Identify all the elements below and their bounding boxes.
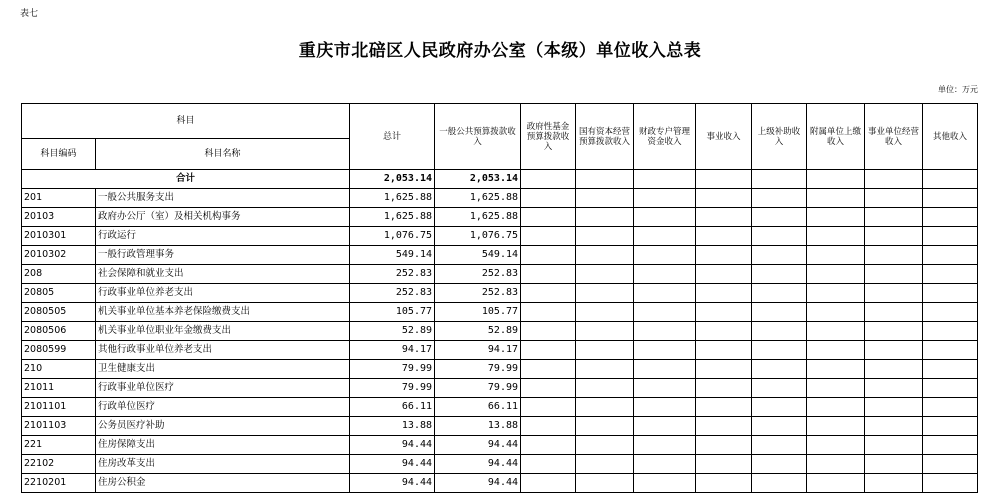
- subject-name: 住房公积金: [96, 474, 350, 493]
- subject-name: 卫生健康支出: [96, 360, 350, 379]
- empty-cell: [752, 341, 807, 360]
- row-total: 1,625.88: [350, 208, 435, 227]
- empty-cell: [752, 322, 807, 341]
- empty-cell: [752, 379, 807, 398]
- header-special-account: 财政专户管理资金收入: [634, 104, 696, 170]
- empty-cell: [923, 303, 978, 322]
- empty-cell: [923, 227, 978, 246]
- empty-cell: [521, 322, 576, 341]
- subject-name: 机关事业单位基本养老保险缴费支出: [96, 303, 350, 322]
- empty-cell: [923, 341, 978, 360]
- subject-code: 2010301: [22, 227, 96, 246]
- empty-cell: [807, 360, 865, 379]
- empty-cell: [923, 474, 978, 493]
- empty-cell: [752, 360, 807, 379]
- row-total: 549.14: [350, 246, 435, 265]
- empty-cell: [923, 417, 978, 436]
- table-row: [22, 246, 978, 265]
- empty-cell: [576, 341, 634, 360]
- empty-cell: [865, 379, 923, 398]
- empty-cell: [521, 189, 576, 208]
- empty-cell: [923, 322, 978, 341]
- row-general-budget: 94.44: [435, 474, 521, 493]
- empty-cell: [752, 170, 807, 189]
- header-operation-income: 事业单位经营收入: [865, 104, 923, 170]
- table-row: [22, 455, 978, 474]
- header-general-budget: 一般公共预算拨款收入: [435, 104, 521, 170]
- empty-cell: [807, 189, 865, 208]
- empty-cell: [696, 208, 752, 227]
- row-total: 252.83: [350, 284, 435, 303]
- table-row: [22, 474, 978, 493]
- subject-code: 2101101: [22, 398, 96, 417]
- empty-cell: [696, 303, 752, 322]
- empty-cell: [521, 379, 576, 398]
- empty-cell: [696, 322, 752, 341]
- empty-cell: [807, 341, 865, 360]
- row-total: 1,625.88: [350, 189, 435, 208]
- empty-cell: [752, 303, 807, 322]
- empty-cell: [521, 398, 576, 417]
- header-name: 科目名称: [96, 139, 350, 170]
- empty-cell: [752, 474, 807, 493]
- subject-name: 机关事业单位职业年金缴费支出: [96, 322, 350, 341]
- empty-cell: [634, 246, 696, 265]
- row-total: 66.11: [350, 398, 435, 417]
- empty-cell: [865, 436, 923, 455]
- row-general-budget: 1,625.88: [435, 189, 521, 208]
- empty-cell: [576, 398, 634, 417]
- empty-cell: [807, 265, 865, 284]
- subject-code: 20103: [22, 208, 96, 227]
- empty-cell: [521, 417, 576, 436]
- row-total: 94.44: [350, 436, 435, 455]
- row-total: 13.88: [350, 417, 435, 436]
- income-table: [21, 103, 978, 493]
- empty-cell: [576, 227, 634, 246]
- subject-name: 公务员医疗补助: [96, 417, 350, 436]
- row-general-budget: 66.11: [435, 398, 521, 417]
- empty-cell: [576, 360, 634, 379]
- empty-cell: [807, 208, 865, 227]
- empty-cell: [634, 360, 696, 379]
- header-superior-subsidy: 上级补助收入: [752, 104, 807, 170]
- empty-cell: [865, 398, 923, 417]
- empty-cell: [576, 208, 634, 227]
- unit-label: 单位：万元: [938, 85, 978, 94]
- empty-cell: [634, 284, 696, 303]
- row-total: 94.44: [350, 474, 435, 493]
- subject-code: 22102: [22, 455, 96, 474]
- empty-cell: [576, 265, 634, 284]
- empty-cell: [923, 455, 978, 474]
- empty-cell: [865, 474, 923, 493]
- subject-code: 20805: [22, 284, 96, 303]
- subject-name: 政府办公厅（室）及相关机构事务: [96, 208, 350, 227]
- subject-code: 2080599: [22, 341, 96, 360]
- row-total: 79.99: [350, 379, 435, 398]
- subject-code: 2210201: [22, 474, 96, 493]
- empty-cell: [807, 227, 865, 246]
- empty-cell: [923, 208, 978, 227]
- row-general-budget: 105.77: [435, 303, 521, 322]
- empty-cell: [576, 170, 634, 189]
- empty-cell: [521, 303, 576, 322]
- empty-cell: [521, 170, 576, 189]
- table-row: [22, 208, 978, 227]
- empty-cell: [752, 189, 807, 208]
- empty-cell: [576, 189, 634, 208]
- empty-cell: [576, 322, 634, 341]
- empty-cell: [807, 474, 865, 493]
- empty-cell: [923, 170, 978, 189]
- empty-cell: [696, 227, 752, 246]
- empty-cell: [865, 284, 923, 303]
- row-total: 1,076.75: [350, 227, 435, 246]
- page-title: 重庆市北碚区人民政府办公室（本级）单位收入总表: [298, 41, 702, 61]
- row-total: 94.17: [350, 341, 435, 360]
- table-row: [22, 322, 978, 341]
- empty-cell: [576, 417, 634, 436]
- total-sum: 2,053.14: [350, 170, 435, 189]
- empty-cell: [634, 398, 696, 417]
- row-general-budget: 52.89: [435, 322, 521, 341]
- subject-code: 2080506: [22, 322, 96, 341]
- empty-cell: [696, 417, 752, 436]
- empty-cell: [752, 246, 807, 265]
- subject-name: 住房改革支出: [96, 455, 350, 474]
- empty-cell: [752, 265, 807, 284]
- empty-cell: [634, 170, 696, 189]
- subject-code: 2080505: [22, 303, 96, 322]
- empty-cell: [807, 436, 865, 455]
- subject-name: 一般行政管理事务: [96, 246, 350, 265]
- empty-cell: [807, 284, 865, 303]
- subject-code: 2010302: [22, 246, 96, 265]
- empty-cell: [807, 398, 865, 417]
- subject-name: 行政单位医疗: [96, 398, 350, 417]
- empty-cell: [865, 189, 923, 208]
- empty-cell: [634, 189, 696, 208]
- empty-cell: [752, 436, 807, 455]
- empty-cell: [576, 303, 634, 322]
- subject-code: 2101103: [22, 417, 96, 436]
- row-general-budget: 94.44: [435, 455, 521, 474]
- empty-cell: [865, 170, 923, 189]
- empty-cell: [696, 341, 752, 360]
- header-affiliate-income: 附属单位上缴收入: [807, 104, 865, 170]
- empty-cell: [752, 227, 807, 246]
- empty-cell: [696, 246, 752, 265]
- subject-name: 一般公共服务支出: [96, 189, 350, 208]
- empty-cell: [696, 379, 752, 398]
- empty-cell: [807, 379, 865, 398]
- empty-cell: [865, 246, 923, 265]
- row-general-budget: 1,625.88: [435, 208, 521, 227]
- empty-cell: [576, 436, 634, 455]
- total-label: 合计: [22, 170, 350, 189]
- empty-cell: [923, 436, 978, 455]
- row-general-budget: 94.44: [435, 436, 521, 455]
- empty-cell: [521, 436, 576, 455]
- empty-cell: [865, 341, 923, 360]
- empty-cell: [807, 322, 865, 341]
- row-total: 52.89: [350, 322, 435, 341]
- empty-cell: [521, 265, 576, 284]
- empty-cell: [521, 208, 576, 227]
- header-business-income: 事业收入: [696, 104, 752, 170]
- empty-cell: [696, 360, 752, 379]
- empty-cell: [521, 246, 576, 265]
- subject-name: 住房保障支出: [96, 436, 350, 455]
- empty-cell: [696, 189, 752, 208]
- empty-cell: [865, 322, 923, 341]
- empty-cell: [752, 284, 807, 303]
- empty-cell: [865, 303, 923, 322]
- empty-cell: [521, 227, 576, 246]
- empty-cell: [521, 474, 576, 493]
- empty-cell: [576, 474, 634, 493]
- empty-cell: [576, 379, 634, 398]
- empty-cell: [634, 208, 696, 227]
- header-subject: 科目: [22, 104, 350, 139]
- table-row: [22, 341, 978, 360]
- row-general-budget: 252.83: [435, 284, 521, 303]
- table-row: [22, 265, 978, 284]
- table-number-tag: 表七: [20, 9, 39, 19]
- empty-cell: [634, 227, 696, 246]
- empty-cell: [752, 417, 807, 436]
- row-general-budget: 94.17: [435, 341, 521, 360]
- row-general-budget: 79.99: [435, 360, 521, 379]
- empty-cell: [865, 417, 923, 436]
- empty-cell: [634, 417, 696, 436]
- total-row: [22, 170, 978, 189]
- subject-code: 208: [22, 265, 96, 284]
- row-total: 94.44: [350, 455, 435, 474]
- subject-code: 221: [22, 436, 96, 455]
- row-general-budget: 79.99: [435, 379, 521, 398]
- subject-name: 行政事业单位养老支出: [96, 284, 350, 303]
- subject-name: 行政事业单位医疗: [96, 379, 350, 398]
- empty-cell: [634, 303, 696, 322]
- subject-name: 社会保障和就业支出: [96, 265, 350, 284]
- row-general-budget: 13.88: [435, 417, 521, 436]
- empty-cell: [634, 341, 696, 360]
- empty-cell: [634, 265, 696, 284]
- empty-cell: [807, 170, 865, 189]
- empty-cell: [634, 474, 696, 493]
- row-general-budget: 252.83: [435, 265, 521, 284]
- table-row: [22, 417, 978, 436]
- empty-cell: [752, 208, 807, 227]
- table-row: [22, 379, 978, 398]
- empty-cell: [752, 455, 807, 474]
- subject-name: 其他行政事业单位养老支出: [96, 341, 350, 360]
- empty-cell: [865, 265, 923, 284]
- empty-cell: [634, 379, 696, 398]
- empty-cell: [696, 284, 752, 303]
- table-row: [22, 436, 978, 455]
- empty-cell: [865, 227, 923, 246]
- empty-cell: [865, 455, 923, 474]
- empty-cell: [521, 341, 576, 360]
- table-row: [22, 360, 978, 379]
- subject-code: 210: [22, 360, 96, 379]
- subject-code: 201: [22, 189, 96, 208]
- empty-cell: [865, 360, 923, 379]
- header-gov-fund: 政府性基金预算拨款收入: [521, 104, 576, 170]
- empty-cell: [807, 246, 865, 265]
- table-row: [22, 189, 978, 208]
- empty-cell: [521, 455, 576, 474]
- header-code: 科目编码: [22, 139, 96, 170]
- row-general-budget: 1,076.75: [435, 227, 521, 246]
- header-total: 总计: [350, 104, 435, 170]
- empty-cell: [923, 284, 978, 303]
- empty-cell: [634, 322, 696, 341]
- empty-cell: [807, 455, 865, 474]
- empty-cell: [696, 265, 752, 284]
- subject-name: 行政运行: [96, 227, 350, 246]
- header-other-income: 其他收入: [923, 104, 978, 170]
- table-row: [22, 303, 978, 322]
- empty-cell: [521, 284, 576, 303]
- empty-cell: [696, 474, 752, 493]
- empty-cell: [521, 360, 576, 379]
- table-row: [22, 227, 978, 246]
- empty-cell: [923, 246, 978, 265]
- row-total: 105.77: [350, 303, 435, 322]
- empty-cell: [923, 189, 978, 208]
- empty-cell: [923, 360, 978, 379]
- empty-cell: [696, 455, 752, 474]
- empty-cell: [923, 379, 978, 398]
- empty-cell: [752, 398, 807, 417]
- row-general-budget: 549.14: [435, 246, 521, 265]
- empty-cell: [576, 455, 634, 474]
- empty-cell: [696, 436, 752, 455]
- total-general: 2,053.14: [435, 170, 521, 189]
- empty-cell: [634, 455, 696, 474]
- empty-cell: [696, 170, 752, 189]
- empty-cell: [576, 246, 634, 265]
- empty-cell: [576, 284, 634, 303]
- subject-code: 21011: [22, 379, 96, 398]
- row-total: 79.99: [350, 360, 435, 379]
- empty-cell: [865, 208, 923, 227]
- header-row-1: [22, 104, 978, 139]
- empty-cell: [807, 303, 865, 322]
- empty-cell: [923, 265, 978, 284]
- empty-cell: [807, 417, 865, 436]
- row-total: 252.83: [350, 265, 435, 284]
- table-row: [22, 284, 978, 303]
- table-row: [22, 398, 978, 417]
- empty-cell: [696, 398, 752, 417]
- empty-cell: [923, 398, 978, 417]
- empty-cell: [634, 436, 696, 455]
- header-state-capital: 国有资本经营预算拨款收入: [576, 104, 634, 170]
